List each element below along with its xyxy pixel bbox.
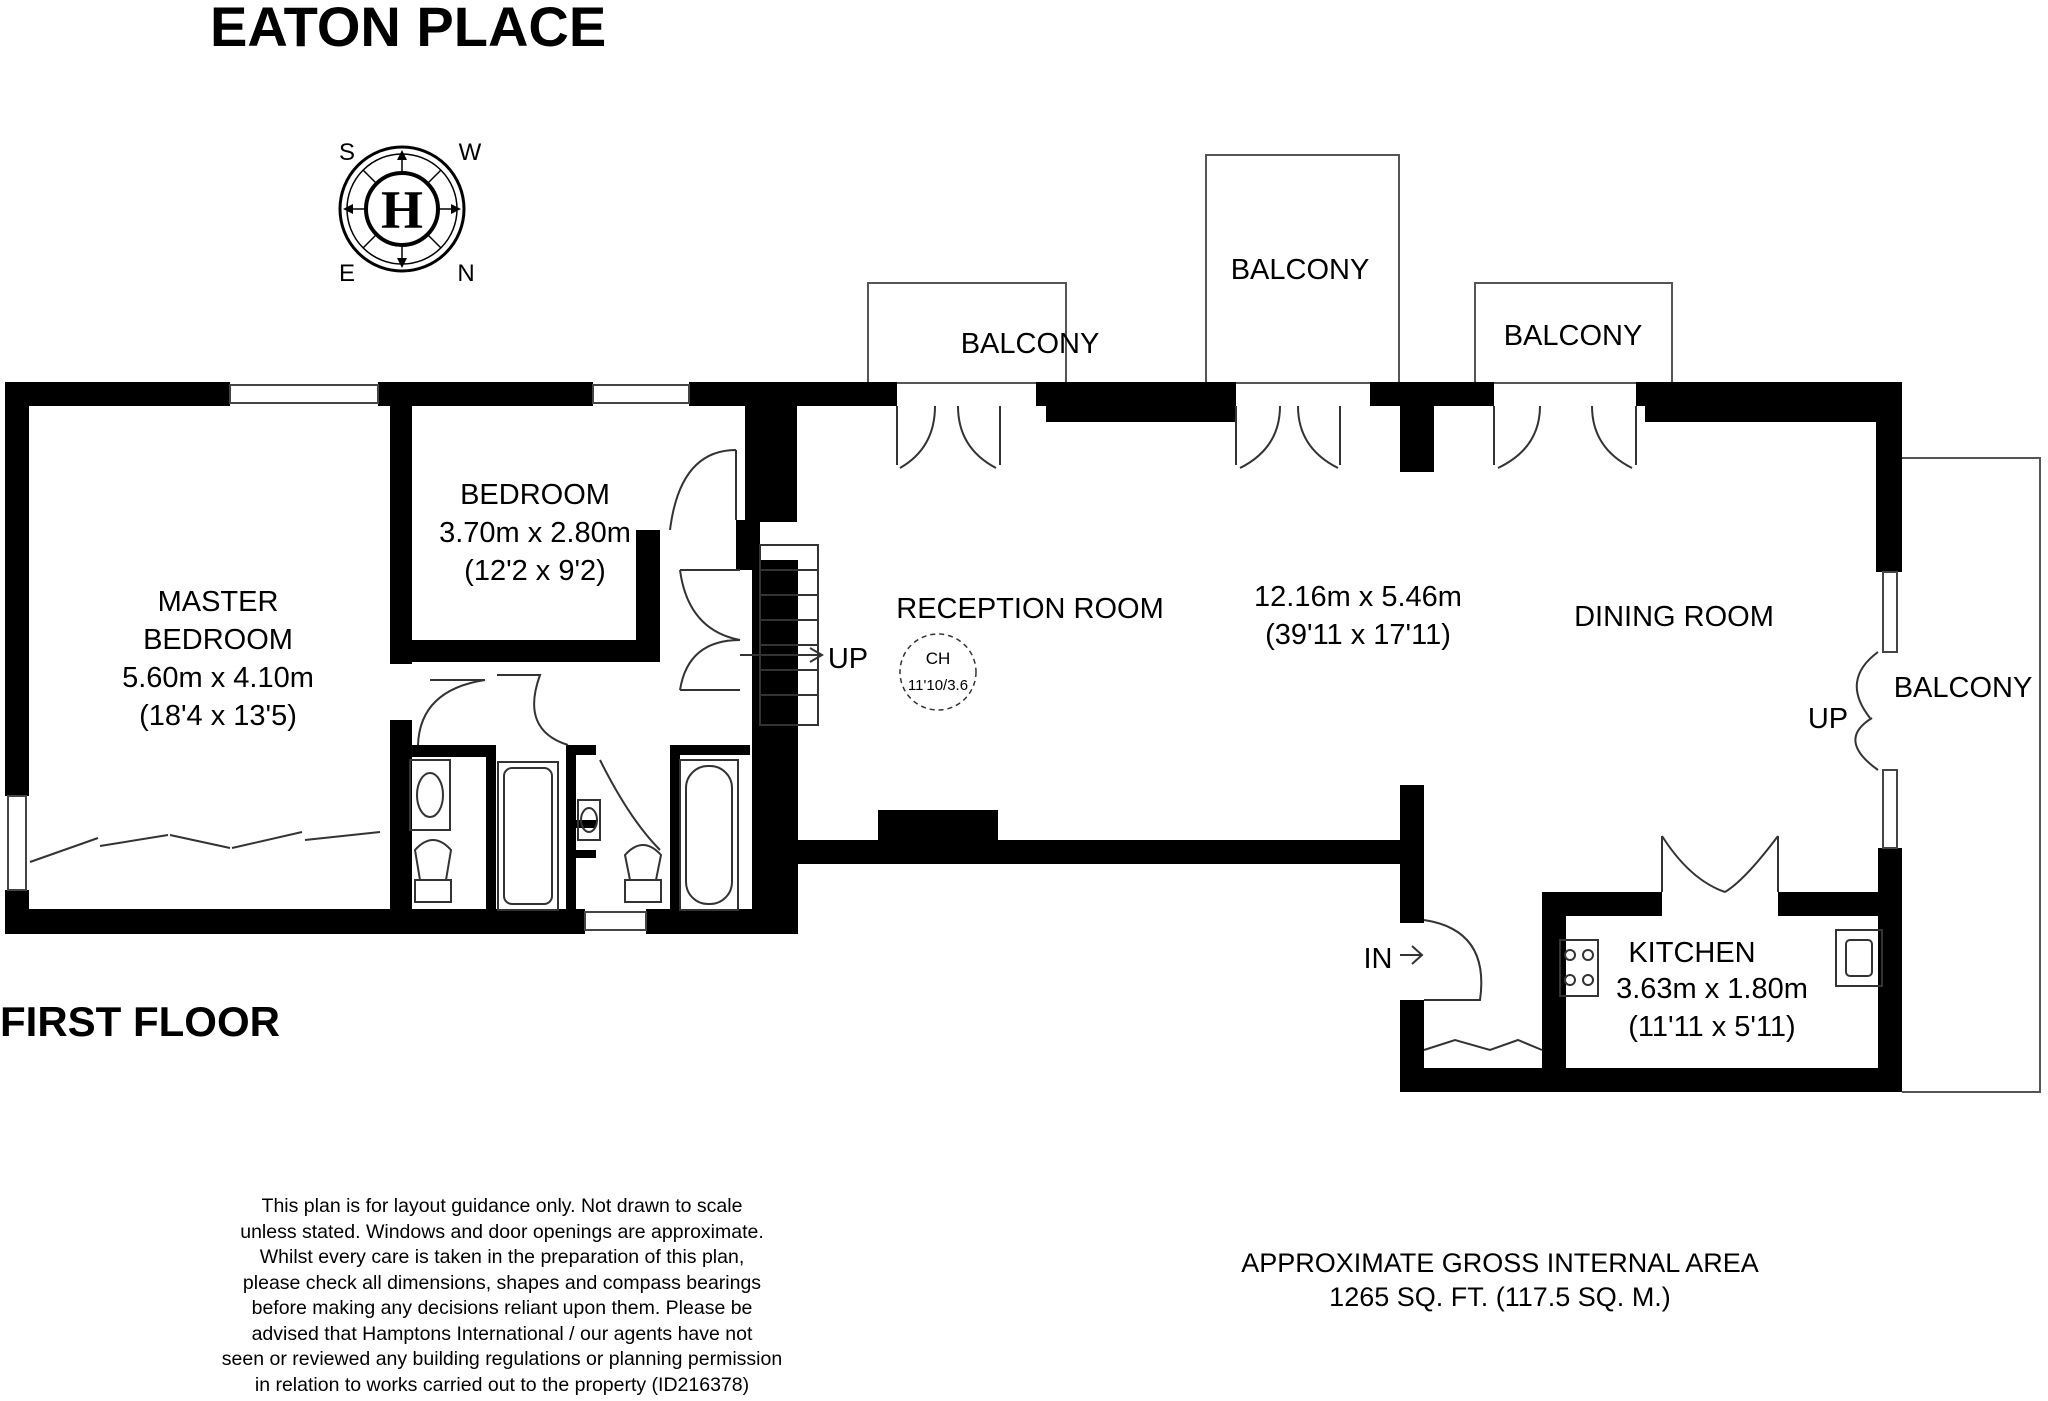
master-bedroom-imperial: (18'4 x 13'5) (139, 700, 297, 732)
disclaimer-line: before making any decisions reliant upon them. Please be (251, 1297, 753, 1319)
gross-area-heading: APPROXIMATE GROSS INTERNAL AREA (1241, 1248, 1759, 1278)
disclaimer-line: unless stated. Windows and door openings are approximate. (240, 1220, 764, 1243)
ceiling-height-marker (900, 634, 976, 710)
disclaimer-line: This plan is for layout guidance only. Not drawn to scale (261, 1195, 743, 1217)
dining-room-name: DINING ROOM (1574, 601, 1774, 633)
bedroom-imperial: (12'2 x 9'2) (464, 555, 606, 587)
compass-label-w: W (458, 139, 482, 166)
master-bedroom-name-2: BEDROOM (143, 624, 293, 656)
disclaimer-line: seen or reviewed any building regulations or planning permission (221, 1348, 783, 1370)
bedroom-metric: 3.70m x 2.80m (439, 517, 631, 549)
disclaimer-line: in relation to works carried out to the property (ID216378) (254, 1373, 750, 1396)
gross-internal-area (1190, 1246, 1810, 1314)
reception-room-metric: 12.16m x 5.46m (1254, 581, 1462, 613)
disclaimer (218, 1194, 786, 1398)
reception-room-name: RECEPTION ROOM (896, 593, 1164, 625)
property-title: EATON PLACE (210, 0, 607, 58)
disclaimer-line: advised that Hamptons International / our agents have not (251, 1322, 753, 1345)
kitchen-imperial: (11'11 x 5'11) (1628, 1011, 1796, 1043)
stairs-up-label: UP (827, 643, 869, 675)
entrance-label: IN (1363, 943, 1393, 975)
balcony-label-3: BALCONY (1503, 320, 1643, 352)
compass-label-n: N (457, 260, 475, 287)
kitchen-metric: 3.63m x 1.80m (1616, 973, 1808, 1005)
compass-icon (339, 139, 482, 287)
compass-label-e: E (338, 260, 356, 287)
entrance-arrow-icon (1400, 946, 1422, 964)
gross-area-value: 1265 SQ. FT. (117.5 SQ. M.) (1329, 1282, 1671, 1312)
ceiling-height-code: CH (925, 649, 951, 668)
master-bedroom-metric: 5.60m x 4.10m (122, 662, 314, 694)
stairs-up-label-dining: UP (1807, 703, 1849, 735)
ceiling-height-value: 11'10/3.6 (907, 677, 969, 694)
compass-logo: H (380, 180, 424, 240)
kitchen-name: KITCHEN (1628, 937, 1756, 969)
bedroom-name: BEDROOM (460, 479, 610, 511)
reception-room-imperial: (39'11 x 17'11) (1265, 619, 1451, 651)
disclaimer-line: Whilst every care is taken in the preparation of this plan, (259, 1246, 745, 1268)
balcony-label-2: BALCONY (1230, 254, 1370, 286)
balcony-label-4: BALCONY (1893, 672, 2033, 704)
floor-label: FIRST FLOOR (0, 998, 280, 1045)
balcony-label-1: BALCONY (960, 328, 1100, 360)
doors (30, 406, 1878, 1050)
compass-label-s: S (338, 139, 356, 166)
disclaimer-line: please check all dimensions, shapes and compass bearings (242, 1271, 762, 1294)
master-bedroom-name-1: MASTER (157, 586, 279, 618)
